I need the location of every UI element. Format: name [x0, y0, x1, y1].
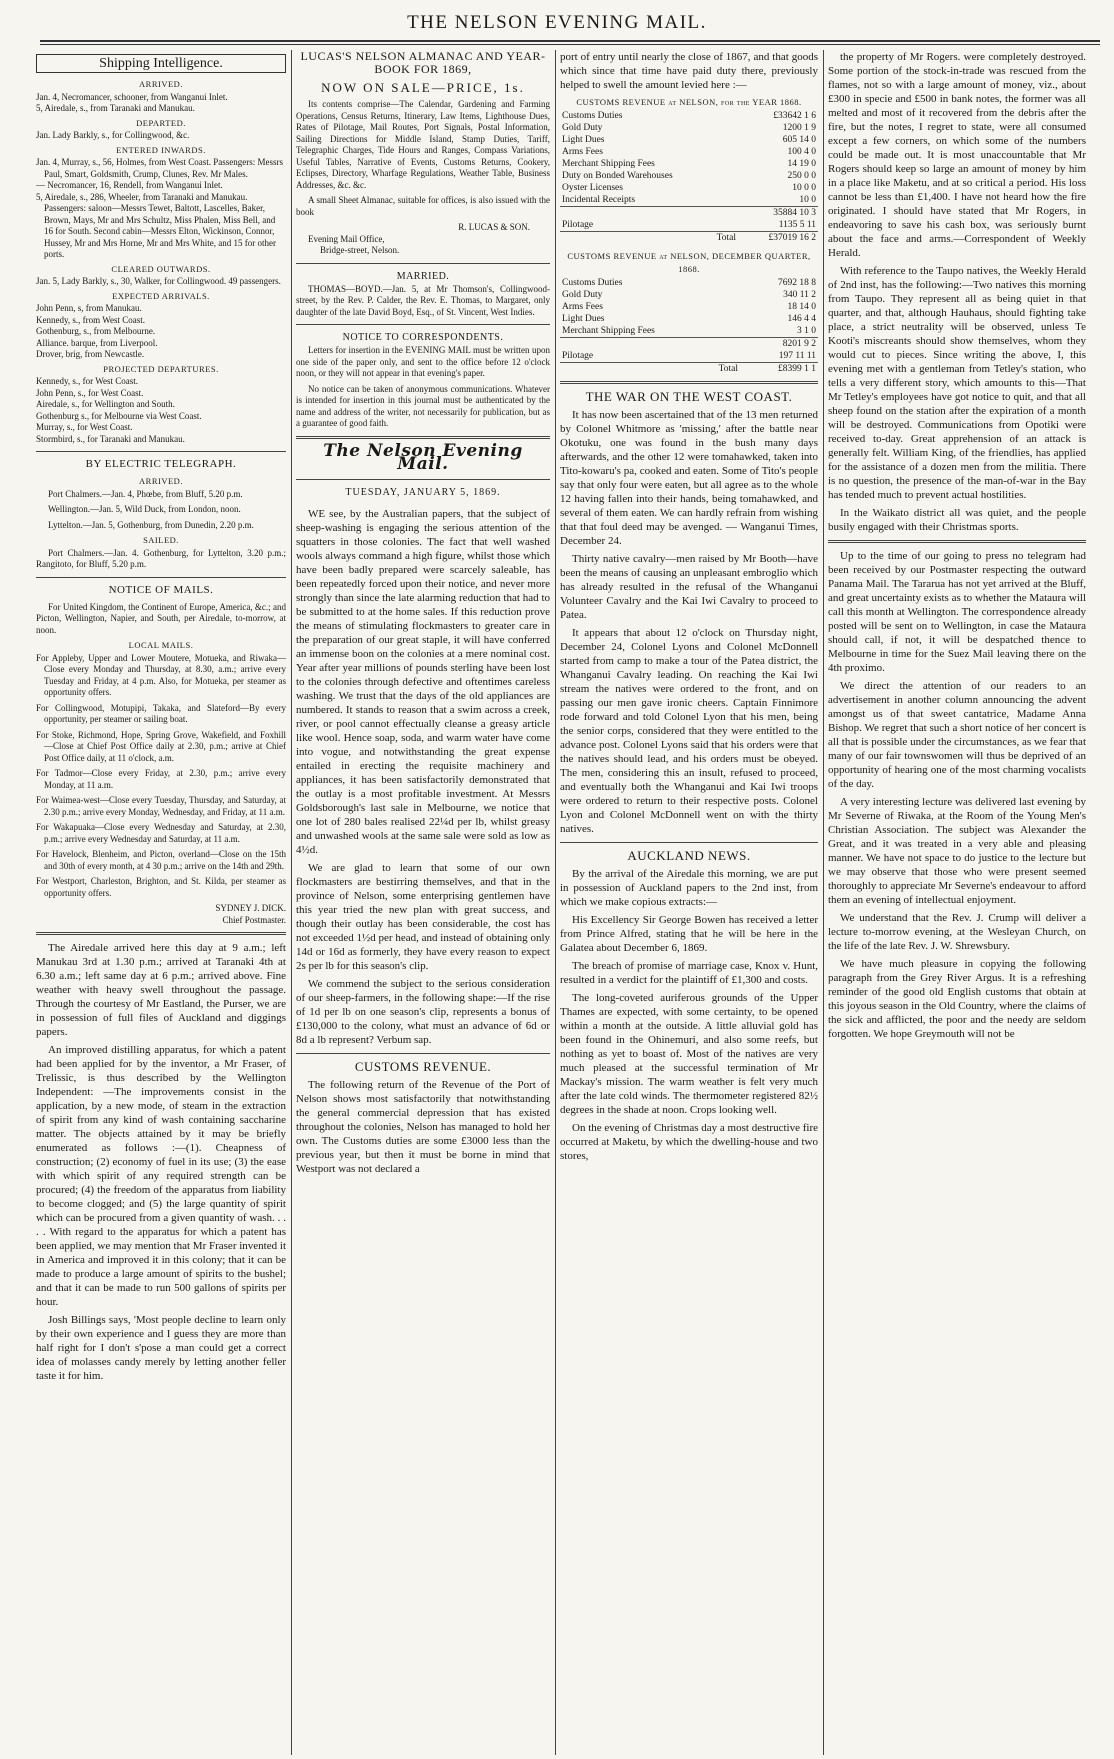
divider — [296, 263, 550, 264]
almanac-note: A small Sheet Almanac, suitable for offices, is also issued with the book — [296, 195, 550, 217]
editorial-paragraph: We commend the subject to the serious consideration of our sheep-farmers, in the following shape:—If the rise of 1d per lb on one season's clip, represents a bonus of £130,000 to the colony, what must an advance of 6d or 8d a lb represent? Verbum sap. — [296, 977, 550, 1046]
auckland-heading: AUCKLAND NEWS. — [627, 848, 751, 863]
column-4-paragraphs — [828, 50, 1086, 534]
table1-subtotal: 35884 10 3 — [738, 207, 818, 220]
table1-title: CUSTOMS REVENUE at NELSON, for the YEAR 1868. — [576, 97, 802, 107]
table1-total: £37019 16 2 — [738, 232, 818, 245]
table-label: Merchant Shipping Fees — [562, 159, 655, 169]
table-value: 340 11 2 — [783, 290, 816, 300]
auckland-paragraph: By the arrival of the Airedale this morning, we are put in possession of Auckland papers to the 2nd inst, from which we make copious extracts:— — [560, 868, 818, 908]
auckland-paragraph: On the evening of Christmas day a most destructive fire occurred at Maketu, by which the dwelling-house and two stores, — [560, 1122, 818, 1162]
shipping-section-title: EXPECTED ARRIVALS. — [112, 290, 210, 301]
table-value: 605 14 0 — [782, 135, 816, 145]
table-row — [560, 146, 818, 158]
telegraph-arrived-entry: Lyttelton.—Jan. 5, Gothenburg, from Dunedin, 2.20 p.m. — [48, 519, 254, 530]
table-row — [560, 194, 818, 207]
table2-total-label: Total — [560, 363, 740, 376]
shipping-entry: 5, Airedale, s., from Taranaki and Manukau. — [36, 103, 195, 113]
editorial-paragraph: WE see, by the Australian papers, that the subject of sheep-washing is engaging the serious attention of the squatters in those colonies. The fact that well washed wools always command a high figure, whilst those which have been badly prepared were scarcely saleable, has been repeatedly forced upon their notice, and never more strongly than since the late alarming reduction that had to be submitted to at the home sales. If this reduction prove the means of stimulating flockmasters to greater care in the preparation of our great staple, it will have conferred an immense boon on the colonies at a mere nominal cost. Year after year millions of pounds sterling have been lost to the colonies through defective and oftentimes careless washing. We trust that the days of the old appliances are numbered. It stands to reason that a swim across a creek, river, or pool cannot effectually cleanse a greasy article like wool. Hence soap, soda, and warm water have come into vogue, and notwithstanding the great expense entailed in erecting the requisite machinery and appliances, it has been satisfactorily demonstrated that the outlay is a most profitable investment. At Messrs Goldsborough's last sale in Melbourne, we notice that one lot of 280 bales realised 22¼d per lb, whilst greasy and unwashed wools at the same sale were sold as low as 4½d. — [296, 507, 550, 856]
shipping-entry: Murray, s., for West Coast. — [36, 422, 133, 432]
mail-item: For Appleby, Upper and Lower Moutere, Motueka, and Riwaka—Close every Monday and Thursday, at 8.30, a.m.; arrive every Tuesday and Friday, at 4 p.m. Also, for Motueka, per steamer as opportunity offers. — [36, 652, 286, 697]
shipping-section-title: DEPARTED. — [136, 117, 186, 128]
mail-item: For Westport, Charleston, Brighton, and St. Kilda, per steamer as opportunity offers. — [36, 876, 286, 898]
table-label: Incidental Receipts — [562, 195, 636, 205]
divider — [560, 381, 818, 384]
mails-intro: For United Kingdom, the Continent of Europe, America, &c.; and Picton, Wellington, Napier, and South, per Airedale, to-morrow, at noon. — [36, 601, 286, 635]
divider — [296, 1053, 550, 1054]
auckland-paragraph: The long-coveted auriferous grounds of the Upper Thames are expected, with some certainty, to be opened within a month at the outside. A little alluvial gold has been found in the Ohinemuri, and also some reefs, but nothing as yet to boast of. Most of the natives are very much pleased at the successful termination of Mr Mackay's mission. The warm weather is felt very much after the late cold winds. The thermometer registered 82½ degrees in the shade at noon. Crops looking well. — [560, 992, 818, 1116]
telegraph-arrived-entry: Port Chalmers.—Jan. 4, Phœbe, from Bluff, 5.20 p.m. — [48, 488, 243, 499]
column-2 — [296, 50, 550, 1755]
shipping-entry: Kennedy, s., for West Coast. — [36, 376, 139, 386]
customs-heading: CUSTOMS REVENUE. — [354, 1058, 492, 1074]
almanac-heading: LUCAS'S NELSON ALMANAC AND YEAR-BOOK FOR 1869, — [300, 50, 546, 76]
mail-item: For Collingwood, Motupipi, Takaka, and Slateford—By every opportunity, per steamer or sailing boat. — [36, 702, 286, 724]
table-label: Gold Duty — [562, 290, 603, 300]
divider — [296, 324, 550, 325]
shipping-section-title: PROJECTED DEPARTURES. — [103, 363, 219, 374]
issue-date: TUESDAY, JANUARY 5, 1869. — [345, 486, 501, 498]
table-label: Customs Duties — [562, 278, 623, 288]
table-value: 14 19 0 — [787, 159, 816, 169]
customs-text: The following return of the Revenue of the Port of Nelson shows most satisfactorily that notwithstanding the general commercial depression that has existed throughout the colonies, Nelson has managed to hold her own. The Customs duties are some £3000 less than the previous year, but then it must be borne in mind that Westport was not declared a — [296, 1078, 550, 1175]
table-row — [560, 182, 818, 194]
shipping-entry: Jan. 4, Murray, s., 56, Holmes, from West Coast. Passengers: Messrs Paul, Smart, Goldsmith, Crump, Clunes, Rev. Mr Males. — [36, 157, 284, 179]
table-value: 10 0 0 — [792, 183, 816, 193]
mails-signature-title: Chief Postmaster. — [222, 914, 286, 925]
divider — [296, 479, 550, 480]
editorial-paragraph: We are glad to learn that some of our own flockmasters are bestirring themselves, and that in the province of Nelson, some enterprising gentlemen have this year tried the new plan with great success, and though their outlay has been considerable, the cost has not exceeded 1½d per head, and instead of obtaining only 14d or 16d as formerly, they have every reason to expect 2s per lb for this season's clip. — [296, 861, 550, 972]
masthead-title: THE NELSON EVENING MAIL. — [407, 12, 707, 33]
table-value: 1200 1 9 — [782, 123, 816, 133]
table-row — [560, 301, 818, 313]
almanac-address-2: Bridge-street, Nelson. — [320, 245, 400, 255]
table-value: 100 4 0 — [787, 147, 816, 157]
divider — [36, 932, 286, 935]
news-paragraph: We understand that the Rev. J. Crump will deliver a lecture to-morrow evening, at the Wesleyan Church, on the life of the late Rev. J. W. Shrewsbury. — [828, 912, 1086, 952]
divider — [560, 842, 818, 843]
shipping-entry: Jan. Lady Barkly, s., for Collingwood, &c. — [36, 130, 190, 140]
shipping-entry: Gothenburg s., for Melbourne via West Coast. — [36, 410, 202, 421]
war-paragraphs — [560, 408, 818, 836]
shipping-entry: Kennedy, s., from West Coast. — [36, 314, 146, 325]
table-row — [560, 158, 818, 170]
table-label: Arms Fees — [562, 147, 603, 157]
table-label: Duty on Bonded Warehouses — [562, 171, 673, 181]
table-label: Light Dues — [562, 135, 605, 145]
telegraph-sailed-list — [36, 548, 286, 571]
mail-item: For Tadmor—Close every Friday, at 2.30, p.m.; arrive every Monday, at 11 a.m. — [36, 768, 286, 790]
shipping-entry: John Penn, s., for West Coast. — [36, 387, 144, 398]
table-value: £33642 1 6 — [773, 111, 816, 121]
table-value: 250 0 0 — [787, 171, 816, 181]
news-paragraph: Up to the time of our going to press no telegram had been received by our Postmaster respecting the outward Panama Mail. The Tararua has not yet arrived at the Bluff, and great uncertainty exists as to whether the Mataura will call this month at Wellington. The correspondence already posted will be sent on to Wellington, in case the Mataura should call, if not, it will be despatched thence to Melbourne in time for the Suez Mail leaving there on the 4th proximo. — [828, 550, 1086, 674]
married-heading: MARRIED. — [396, 270, 450, 282]
shipping-section-title: ENTERED INWARDS. — [116, 144, 206, 155]
shipping-section-title: ARRIVED. — [139, 79, 183, 89]
table2-pilotage-label: Pilotage — [562, 351, 594, 361]
table2-title: CUSTOMS REVENUE at NELSON, DECEMBER QUARTER, 1868. — [567, 251, 811, 274]
telegraph-sailed-entry: Port Chalmers.—Jan. 4. Gothenburg, for Lyttelton, 3.20 p.m.; Rangitoto, for Bluff, 5.20 p.m. — [36, 547, 286, 569]
column-separator — [291, 50, 292, 1755]
news-paragraph: We have much pleasure in copying the following paragraph from the Grey River Argus. It is a refreshing reminder of the good old English customs that obtain at this joyous season in the Old Country, where the claims of the sick and afflicted, the poor and the needy are seldom forgotten. We hope Greymouth will not be — [828, 958, 1086, 1040]
shipping-entry: John Penn, s, from Manukau. — [36, 303, 142, 313]
editorial-paragraphs — [296, 507, 550, 1047]
shipping-entry: Jan. 4, Necromancer, schooner, from Wanganui Inlet. — [36, 91, 228, 102]
telegraph-arrived-entry: Wellington.—Jan. 5, Wild Duck, from London, noon. — [48, 504, 241, 514]
table-label: Arms Fees — [562, 302, 603, 312]
almanac-address-1: Evening Mail Office, — [308, 233, 385, 244]
shipping-sections — [36, 79, 286, 445]
telegraph-sailed-title: SAILED. — [143, 535, 179, 545]
table-row — [560, 122, 818, 134]
table-value: 146 4 4 — [787, 314, 816, 324]
masthead-rule-thin — [40, 44, 1100, 45]
mail-item: For Wakapuaka—Close every Wednesday and Saturday, at 2.30, p.m.; arrive every Wednesday and Saturday, at 11 a.m. — [36, 822, 286, 844]
war-paragraph: It has now been ascertained that of the 13 men returned by Colonel Whitmore as 'missing,' after the battle near Okotuku, one was found in the bush many days afterwards, and the other 12 were tomahawked, taken into Tito-kowaru's pa, cooked and eaten. Some of Tito's people say that only four were eaten, but all agree as to the whole 12 having fallen into their hands, being tomahawked, and several of them eaten. We can hardly refrain from wishing that that foul deed may be avenged. — Wanganui Times, December 24. — [560, 409, 818, 547]
shipping-entry: Jan. 5, Lady Barkly, s., 30, Walker, for Collingwood. 49 passengers. — [36, 276, 281, 286]
news-paragraph: Josh Billings says, 'Most people decline to learn only by their own experience and I guess they are more than half right for I don't s'pose a man could get a correct idea of molasses candy merely by letting another feller taste it for him. — [36, 1314, 286, 1382]
news-paragraph: An improved distilling apparatus, for which a patent had been applied for by the inventor, a Mr Fraser, of Trelissic, is thus described by the Wellington Independent: —The improvements consist in the application, by a new mode, of steam in the extraction of spirit from any kind of wash containing saccharine matter. The objects attained by it may be briefly enumerated as follows :—(1). Cheapness of construction; (2) economy of fuel in its use; (3) the ease with which spirit of any required strength can be procured; (4) the freedom of the apparatus from liability to become clogged; and (5) the large quantity of spirit which can be procured from a given quantity of wash. . . . . With regard to the apparatus for which a patent has been applied, we may mention that Mr Fraser invented it in America and improved it in this colony; that it can be made to produce a large amount of spirits to the bushel; and that it can be made to run 500 gallons of spirits per hour. — [36, 1044, 286, 1308]
news-paragraph: A very interesting lecture was delivered last evening by Mr Severne of Riwaka, at the Room of the Young Men's Christian Association. The subject was Alexander the Great, and it was treated in a very able and pleasing manner. We have not space to do justice to the lecture but we may observe that those who were present seemed thoroughly to appreciate Mr Severne's endeavour to afford them an evening of intellectual enjoyment. — [828, 796, 1086, 906]
table1-pilotage-label: Pilotage — [562, 220, 594, 230]
mail-item: For Waimea-west—Close every Tuesday, Thursday, and Saturday, at 2.30 p.m.; arrive every Monday, Wednesday, and Friday, at 11 a.m. — [36, 795, 286, 817]
auckland-paragraph: The breach of promise of marriage case, Knox v. Hunt, resulted in a verdict for the plaintiff of £1,300 and costs. — [560, 960, 818, 986]
table-value: 10 0 — [799, 195, 816, 205]
table2-pilotage: 197 11 11 — [778, 351, 816, 361]
mail-item: For Stoke, Richmond, Hope, Spring Grove, Wakefield, and Foxhill—Close at Chief Post Office daily at 2.30, p.m.; arrive at Chief Post Office daily, at 11 o'clock, a.m. — [36, 729, 286, 763]
almanac-signer: R. LUCAS & SON. — [458, 222, 530, 232]
table2-subtotal: 8201 9 2 — [740, 338, 818, 351]
divider — [36, 577, 286, 578]
column-1-paragraphs — [36, 941, 286, 1383]
notice-paragraph: No notice can be taken of anonymous communications. Whatever is intended for insertion in this journal must be authenticated by the name and address of the writer, not necessarily for publication, but as a guarantee of good faith. — [296, 383, 550, 428]
shipping-entry: Alliance. barque, from Liverpool. — [36, 337, 158, 348]
auckland-paragraphs — [560, 867, 818, 1163]
mail-items-list — [36, 653, 286, 900]
table1-total-label: Total — [560, 232, 738, 245]
shipping-section-title: CLEARED OUTWARDS. — [111, 263, 211, 274]
almanac-sale: NOW ON SALE—PRICE, 1s. — [321, 80, 525, 95]
war-paragraph: It appears that about 12 o'clock on Thursday night, December 24, Colonel Lyons and Colonel McDonnell started from camp to make a tour of the Patea district, the Whanganui Cavalry leading. On reaching the Kai Iwi stream the natives were ordered to the front, and on passing our men gave ironic cheers. Captain Finnimore rode forward and told Colonel Lyon that his men, being the senior corps, considered that they were entitled to the advance post. Colonel Lyons said that his orders were that the natives should lead, and his orders must be obeyed. The men, considering this an insult, refused to proceed, and eventually both the Whanganui and Kai Iwi troops were ordered to return to their respective posts. Colonel Lyon and Colonel McDonnell went on with the thirty natives. — [560, 627, 818, 835]
column-4 — [828, 50, 1086, 1755]
shipping-entry: Gothenburg, s., from Melbourne. — [36, 326, 156, 336]
almanac-body: Its contents comprise—The Calendar, Gardening and Farming Operations, Census Returns, Itinerary, Law Items, Lighthouse Dues, Rates of Pilotage, Mail Routes, Port Signals, Postal Information, Sailing Directions for Middle Island, Stamp Duties, Tariff, Telegraphic Charges, Tide Hours and Ranges, Compass Variations, Useful Tables, Narrative of Events, Customs Returns, Cookery, Eclipses, Directory, Wharfage Regulations, Weather Table, Business Addresses, &c. &c. — [296, 99, 550, 190]
table-value: 7692 18 8 — [778, 278, 816, 288]
shipping-heading: Shipping Intelligence. — [36, 54, 286, 73]
divider — [296, 436, 550, 439]
telegraph-heading: BY ELECTRIC TELEGRAPH. — [85, 458, 237, 470]
mails-signature: SYDNEY J. DICK. — [215, 903, 286, 913]
table-row — [560, 277, 818, 289]
divider — [36, 451, 286, 452]
masthead-rule — [40, 40, 1100, 42]
married-text: THOMAS—BOYD.—Jan. 5, at Mr Thomson's, Collingwood-street, by the Rev. P. Calder, the Rev. E. Thomas, to Margaret, only daughter of the late David Boyd, Esq., of St. Vincent, West Indies. — [296, 283, 550, 317]
table-label: Merchant Shipping Fees — [562, 326, 655, 336]
table-row — [560, 134, 818, 146]
shipping-entry: 5, Airedale, s., 286, Wheeler, from Taranaki and Manukau. Passengers: saloon—Messrs Tewet, Baltott, Lascelles, Baker, Brown, Mays, Mr and Mrs Schultz, Miss Phalen, Miss Bell, and 16 for South. Second cabin—Messrs Elton, Wickinson, Connor, Hussey, Mr and Mrs Horne, Mr and Mrs White, and 15 for other ports. — [36, 191, 276, 259]
auckland-paragraph: His Excellency Sir George Bowen has received a letter from Prince Alfred, stating that he will be here in the Galatea about December 6, 1869. — [560, 914, 818, 954]
news-paragraph: In the Waikato district all was quiet, and the people busily engaged with their Christmas sports. — [828, 507, 1086, 533]
notice-paragraphs — [296, 345, 550, 430]
column-3 — [560, 50, 818, 1755]
nameplate: The Nelson Evening Mail. — [323, 440, 523, 474]
table1-pilotage: 1135 5 11 — [778, 220, 816, 230]
table-label: Light Dues — [562, 314, 605, 324]
table-label: Oyster Licenses — [562, 183, 623, 193]
column-4-paragraphs-2 — [828, 549, 1086, 1041]
customs-table-year — [560, 110, 818, 244]
war-paragraph: Thirty native cavalry—men raised by Mr Booth—have been the means of causing an unpleasant embroglio which has already resulted in the refusal of the Whanganui Volunteer Cavalry and the Kai Iwi Cavalry to proceed to Patea. — [560, 553, 818, 621]
mail-item: For Havelock, Blenheim, and Picton, overland—Close on the 15th and 30th of every month, at 4 30 p.m.; arrive on the 14th and 29th. — [36, 849, 286, 871]
news-paragraph: With reference to the Taupo natives, the Weekly Herald of 2nd inst, has the following:—Two natives this morning from Taupo. They represent all as being quiet in that quarter, and that, although Hauhaus, should fighting take place, a strict neutrality will be observed, unless Te Kooti's miscreants should show themselves, whom they would cut to pieces. Since writing the above, I, this evening met with a gentleman from Tetley's station, who tells a very different story, which amounts to this—That Mr Tetley's employees have got notice to quit, and that all sheep found on the station after the expiration of a month will be destroyed. Communications from Opotiki were received to-day. Great apprehension of an attack is generally felt. William King, of the friendlies, has applied for the assistance of a dozen men from the militia. There is no question, the presence of the man-of-war in the Bay has tended much to prevent actual hostilities. — [828, 265, 1086, 501]
shipping-entry: — Necromancer, 16, Rendell, from Wanganui Inlet. — [36, 180, 223, 190]
news-paragraph: We direct the attention of our readers to an advertisement in another column announcing the advent amongst us of that sweet cantatrice, Madame Anna Bishop. We regret that such a short notice of her concert is all that is possible under the circumstances, as we fear that many of our fair townswomen will thus be deprived of an opportunity of hearing one of the most charming vocalists of the day. — [828, 680, 1086, 790]
table2-total: £8399 1 1 — [740, 363, 818, 376]
news-paragraph: The Airedale arrived here this day at 9 a.m.; left Manukau 3rd at 1.30 p.m.; arrived at Taranaki 4th at 6.30 a.m.; left same day at 6 p.m.; arrived above. Fine weather with heavy swell throughout the passage. Through the courtesy of Mr Eastland, the Purser, we are in possession of full files of Auckland and diggings papers. — [36, 942, 286, 1038]
shipping-entry: Drover, brig, from Newcastle. — [36, 349, 145, 359]
table-row — [560, 289, 818, 301]
shipping-entry: Airedale, s., for Wellington and South. — [36, 399, 175, 409]
telegraph-arrived-title: ARRIVED. — [139, 476, 183, 486]
notice-heading: NOTICE TO CORRESPONDENTS. — [342, 332, 504, 343]
table-value: 3 1 0 — [797, 326, 816, 336]
table-row — [560, 313, 818, 325]
shipping-entry: Stormbird, s., for Taranaki and Manukau. — [36, 433, 185, 444]
war-heading: THE WAR ON THE WEST COAST. — [585, 389, 793, 404]
column-separator — [823, 50, 824, 1755]
mails-heading: NOTICE OF MAILS. — [108, 583, 214, 596]
local-mails-title: LOCAL MAILS. — [128, 640, 194, 650]
table-label: Gold Duty — [562, 123, 603, 133]
table-row — [560, 110, 818, 122]
masthead — [0, 0, 1114, 40]
customs-table-quarter — [560, 277, 818, 375]
column-separator — [555, 50, 556, 1755]
customs-continued: port of entry until nearly the close of 1867, and that goods which since that time have paid duty there, previously helped to swell the amount levied here :— — [560, 51, 818, 91]
table-row — [560, 170, 818, 182]
telegraph-arrived-list — [36, 489, 286, 532]
notice-paragraph: Letters for insertion in the EVENING MAIL must be written upon one side of the paper only, and sent to the office before 12 o'clock noon, or they will not appear in that evening's paper. — [296, 345, 550, 378]
divider — [828, 540, 1086, 543]
table-value: 18 14 0 — [787, 302, 816, 312]
table-label: Customs Duties — [562, 111, 623, 121]
table-row — [560, 325, 818, 338]
news-paragraph: the property of Mr Rogers. were completely destroyed. Some portion of the stock-in-trade was rescued from the flames, not so with a large amount of money, viz., about £300 in specie and £500 in bank notes, the former was all melted and most of it recovered from the debris after the fire, but the notes, I regret to state, were all consumed except a few corners, on which some of the numbers could be made out. It is most unaccountable that Mr Rogers should keep so large an amount of money by him in a place like Maketu, and at so critical a period. His loss cannot be less than £1,400. I have not heard how the fire originated. I should have stated that Mr Rogers, in endeavoring to save his cash box, was seriously burnt about the face and arms.—Correspondent of Weekly Herald. — [828, 51, 1086, 259]
column-1 — [36, 50, 286, 1755]
